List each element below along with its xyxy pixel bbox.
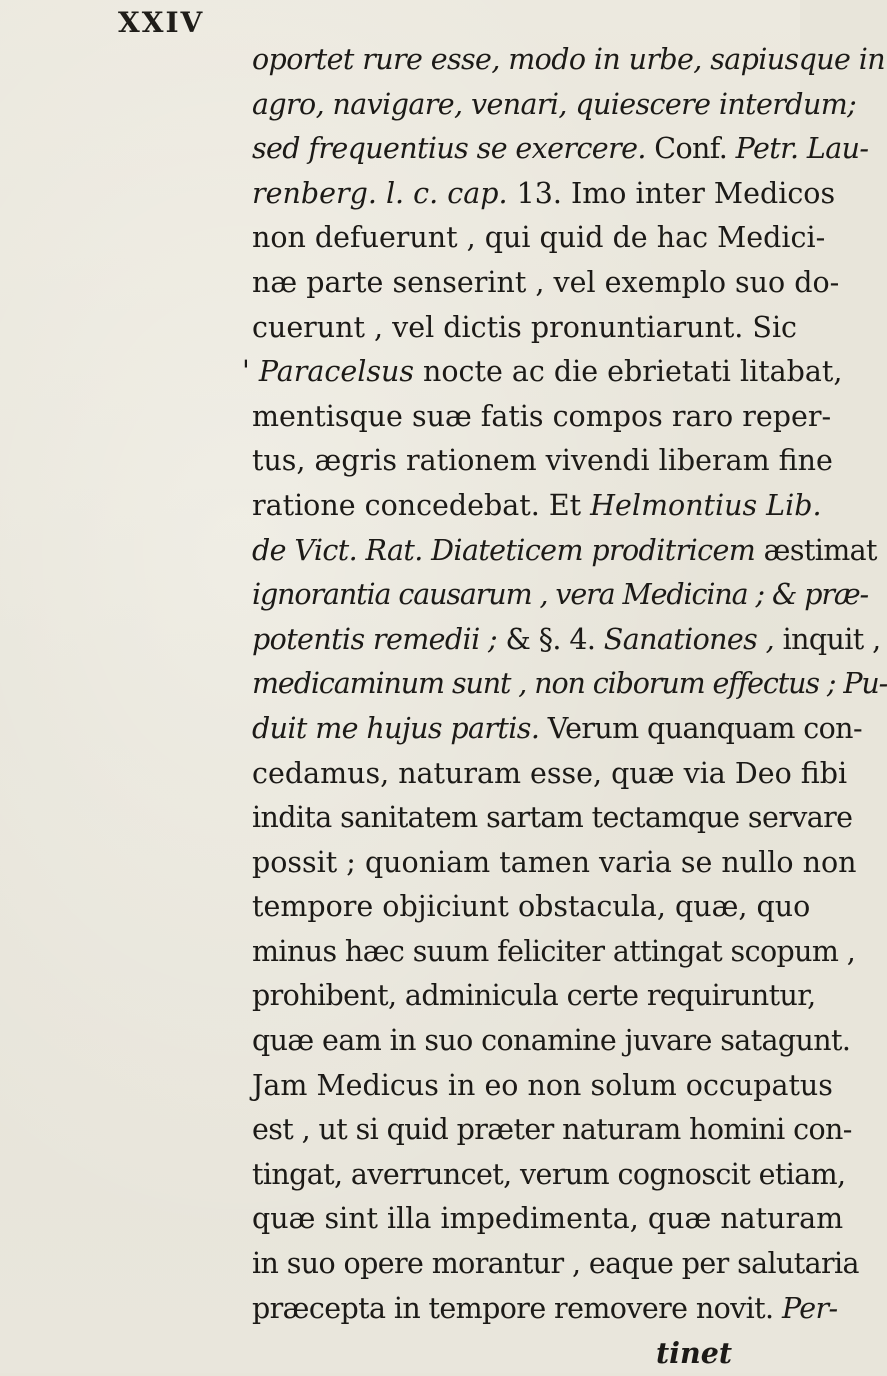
italic-text-run: oportet rure esse, modo in urbe, sapiusque in (252, 43, 885, 76)
text-line (252, 172, 836, 217)
text-run: & §. 4. (505, 622, 604, 656)
text-run: non defuerunt , qui quid de hac Medici- (252, 221, 826, 255)
text-run: ' (242, 355, 259, 389)
text-line (252, 796, 853, 841)
italic-text-run: Per- (781, 1291, 838, 1325)
text-line (252, 707, 862, 752)
text-line (252, 1197, 844, 1242)
italic-text-run: duit me hujus partis. (252, 711, 548, 745)
text-line (252, 38, 885, 83)
text-line (252, 885, 811, 930)
text-line (252, 1064, 833, 1109)
text-line (252, 1153, 846, 1198)
text-line (242, 350, 843, 395)
text-line (252, 573, 869, 618)
text-run: cuerunt , vel dictis pronuntiarunt. Sic (252, 310, 798, 344)
text-run: prohibent, adminicula certe requiruntur, (252, 979, 816, 1013)
text-run: næ parte senserint , vel exemplo suo do- (252, 265, 840, 299)
italic-text-run: potentis remedii ; (252, 622, 506, 656)
text-run: possit ; quoniam tamen varia se nullo non (252, 845, 857, 879)
text-line (252, 395, 832, 440)
italic-text-run: agro, navigare, venari, quiescere interdum; (252, 87, 857, 121)
text-line (252, 216, 826, 261)
text-run: tempore objiciunt obstacula, quæ, quo (252, 890, 811, 924)
italic-text-run: ignorantia causarum , vera Medicina ; & præ- (252, 578, 869, 612)
text-run: præcepta in tempore removere novit. (252, 1291, 782, 1325)
text-line (252, 529, 877, 574)
text-line (252, 484, 822, 529)
text-line (252, 83, 857, 128)
italic-text-run: Petr. Lau- (735, 132, 869, 166)
text-run: inquit , (782, 622, 881, 656)
text-run: ratione concedebat. Et (252, 488, 591, 522)
text-line (252, 662, 887, 707)
text-line (252, 306, 798, 351)
text-run: tingat, averruncet, verum cognoscit etiam, (252, 1157, 846, 1191)
text-run: cedamus, naturam esse, quæ via Deo fibi (252, 756, 848, 790)
text-run: Verum quanquam con- (547, 711, 862, 745)
text-line (252, 1019, 851, 1064)
text-line (252, 618, 881, 663)
text-run: Conf. (654, 132, 736, 166)
text-run: minus hæc suum feliciter attingat scopum , (252, 934, 856, 968)
catchword: tinet (655, 1336, 732, 1371)
text-run: indita sanitatem sartam tectamque servare (252, 801, 853, 835)
text-run: 13. Imo inter Medicos (516, 176, 836, 210)
text-line (252, 127, 869, 172)
italic-text-run: sed frequentius se exercere. (252, 132, 655, 166)
italic-text-run: Helmontius Lib. (590, 488, 822, 522)
text-run: mentisque suæ fatis compos raro reper- (252, 399, 832, 433)
italic-text-run: Paracelsus (258, 355, 424, 389)
text-line (252, 752, 848, 797)
text-run: nocte ac die ebrietati litabat, (423, 355, 843, 389)
text-run: quæ sint illa impedimenta, quæ naturam (252, 1202, 844, 1236)
text-line (252, 439, 833, 484)
text-line (252, 1242, 859, 1287)
text-line (252, 1108, 852, 1153)
italic-text-run: medicaminum sunt , non ciborum effectus ; Pu- (252, 667, 887, 701)
text-line (252, 974, 816, 1019)
italic-text-run: renberg. l. c. cap. (252, 176, 517, 210)
text-run: æstimat (763, 533, 877, 567)
italic-text-run: Sanationes , (603, 622, 783, 656)
text-line (252, 261, 840, 306)
text-run: Jam Medicus in eo non solum occupatus (252, 1068, 833, 1102)
text-run: est , ut si quid præter naturam homini con- (252, 1113, 852, 1147)
text-line (252, 930, 856, 975)
page-number: XXIV (118, 6, 205, 39)
text-run: in suo opere morantur , eaque per salutaria (252, 1247, 859, 1281)
text-run: tus, ægris rationem vivendi liberam fine (252, 444, 833, 478)
text-run: quæ eam in suo conamine juvare satagunt. (252, 1024, 851, 1058)
text-line (252, 841, 857, 886)
body-text (242, 38, 887, 1376)
italic-text-run: de Vict. Rat. Diateticem proditricem (252, 533, 764, 567)
text-line (252, 1287, 838, 1332)
